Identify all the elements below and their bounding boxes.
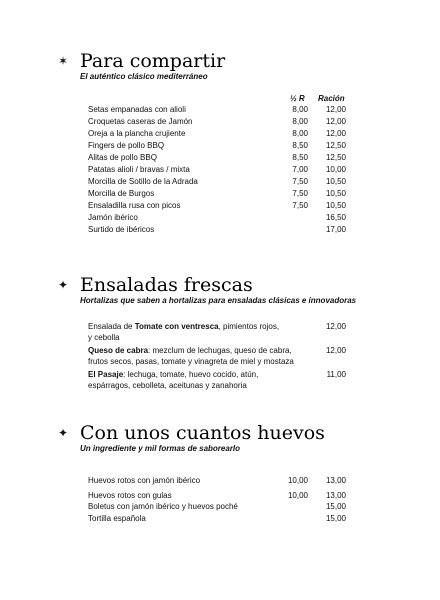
item-price-half: 7,50 [292,189,308,198]
item-name: Ensaladilla rusa con picos [88,201,181,210]
item-name: Setas empanadas con alioli [88,105,186,114]
section-para-compartir [0,50,440,81]
item-price-full: 12,50 [325,153,346,162]
item-price-full: 13,00 [325,491,346,500]
item-name: Croquetas caseras de Jamón [88,117,193,126]
item-price-half: 7,00 [292,165,308,174]
item-name: Tortilla española [88,514,146,523]
section-header [0,422,440,444]
item-name: Boletus con jamón ibérico y huevos poché [88,502,238,511]
sparkle-star-icon: ✦ [58,278,69,292]
sparkle-star-icon: ✶ [58,54,69,68]
item-name: Jamón ibérico [88,213,138,222]
item-price-full: 16,50 [325,213,346,222]
item-name: Morcilla de Sotillo de la Adrada [88,177,198,186]
item-price-full: 15,00 [325,502,346,511]
item-name: Patatas alioli / bravas / mixta [88,165,190,174]
item-price-half: 10,00 [287,476,308,485]
salad-item [88,346,318,367]
salad-item [88,322,318,343]
item-price-full: 12,00 [325,117,346,126]
item-price-full: 17,00 [325,225,346,234]
item-description-line1: Queso de cabra: mezclum de lechugas, queso de cabra, [88,346,292,355]
item-price-half: 8,00 [292,105,308,114]
item-description-line2: y cebolla [88,332,120,342]
item-name: Huevos rotos con gulas [88,491,172,500]
item-name: Alitas de pollo BBQ [88,153,157,162]
column-header-full: Ración [318,94,345,103]
item-name: Surtido de ibéricos [88,225,155,234]
section-header [0,50,440,72]
item-price-full: 12,00 [325,105,346,114]
item-price-full: 15,00 [325,514,346,523]
item-price: 12,00 [325,322,346,331]
item-name: Huevos rotos con jamón ibérico [88,476,201,485]
item-price-full: 10,00 [325,165,346,174]
item-price-half: 7,50 [292,201,308,210]
section-title: Con unos cuantos huevos [80,422,325,444]
item-description-line1: El Pasaje: lechuga, tomate, huevo cocido, atún, [88,370,259,379]
item-price-half: 7,50 [292,177,308,186]
item-name: Oreja a la plancha crujiente [88,129,186,138]
item-price-half: 8,50 [292,153,308,162]
item-price-half: 8,00 [292,117,308,126]
item-description-line1: Ensalada de Tomate con ventresca, pimientos rojos, [88,322,280,331]
section-huevos [0,422,440,453]
item-price-half: 10,00 [287,491,308,500]
item-price-full: 10,50 [325,177,346,186]
section-header [0,274,440,296]
item-price: 12,00 [325,346,346,355]
item-description-line2: frutos secos, pasas, tomate y vinagreta de miel y mostaza [88,356,294,366]
item-price-half: 8,00 [292,129,308,138]
column-header-half: ½ R [290,94,305,103]
item-description-line2: espárragos, cebolleta, aceitunas y zanahoria [88,380,247,390]
item-price-half: 8,50 [292,141,308,150]
section-subtitle: Hortalizas que saben a hortalizas para ensaladas clásicas e innovadoras [80,296,357,305]
item-price-full: 12,00 [325,129,346,138]
item-name: Morcilla de Burgos [88,189,155,198]
item-price: 11,00 [326,370,346,379]
section-subtitle: El auténtico clásico mediterráneo [80,72,208,81]
section-subtitle: Un ingrediente y mil formas de saborearlo [80,444,241,453]
section-title: Para compartir [80,50,226,72]
item-price-full: 12,50 [325,141,346,150]
item-price-full: 13,00 [325,476,346,485]
item-name: Fingers de pollo BBQ [88,141,165,150]
item-price-full: 10,50 [325,189,346,198]
item-price-full: 10,50 [325,201,346,210]
salad-item [88,370,318,391]
sparkle-star-icon: ✦ [58,426,69,440]
section-title: Ensaladas frescas [80,274,253,296]
section-ensaladas-frescas [0,274,440,305]
